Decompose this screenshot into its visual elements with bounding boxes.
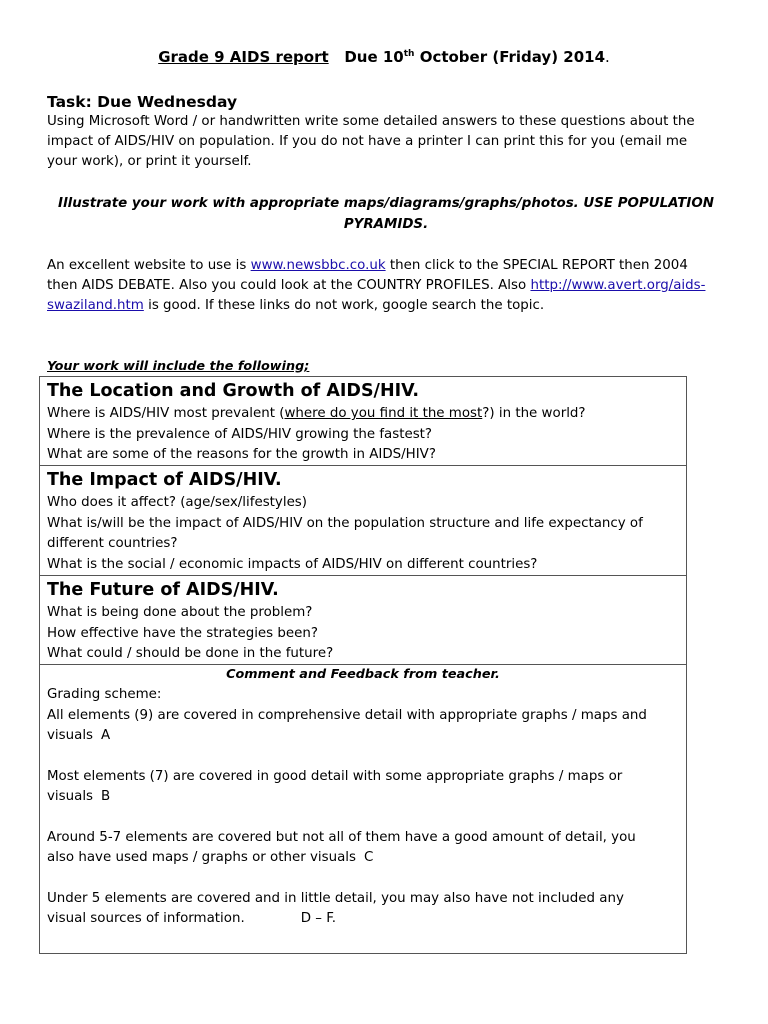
due-date-rest: October (Friday) 2014 [414,48,606,66]
task-intro: Using Microsoft Word / or handwritten write some detailed answers to these questions about the impact of AIDS/HIV on population. If you do not have a printer I can print this for you (email me your work), or print it yourself. [47,114,695,169]
website-text-2: then click to the SPECIAL REPORT then 2004 then AIDS DEBATE. Also you could look at the COUNTRY PROFILES. Also [47,258,688,293]
section-future [40,576,686,665]
feedback-title: Comment and Feedback from teacher. [226,667,500,682]
document-title [40,44,728,67]
question-underlined: where do you find it the most [284,406,483,421]
teacher-feedback [40,665,686,953]
section-heading: The Location and Growth of AIDS/HIV. [47,381,420,401]
section-location-growth [40,377,686,466]
question: What are some of the reasons for the growth in AIDS/HIV? [47,447,436,462]
report-title: Grade 9 AIDS report [158,48,329,66]
grade-letter: D – F. [300,911,337,926]
requirements-table [39,376,687,954]
grade-letter: A [101,728,111,743]
question: What is being done about the problem? [47,605,313,620]
grade-text: Around 5-7 elements are covered but not all of them have a good amount of detail, you also have used maps / graphs or other visuals [47,829,636,865]
grading-scheme-label: Grading scheme: [47,687,162,702]
task-heading: Task: Due Wednesday [47,93,238,111]
website-text-3: is good. If these links do not work, google search the topic. [143,298,545,313]
avert-link[interactable]: http://www.avert.org/aids-swaziland.htm [47,278,706,313]
include-label: Your work will include the following; [47,359,310,374]
due-date-prefix: Due 10 [344,48,404,66]
website-paragraph [47,256,717,316]
website-text-1: An excellent website to use is [47,258,251,273]
question-text-end: ?) in the world? [482,406,586,421]
due-date-suffix-sup: th [403,49,415,59]
grade-criterion-b [47,767,667,808]
grade-letter: B [101,789,111,804]
question [47,404,686,425]
grade-criterion-c [47,828,667,869]
grade-text: Under 5 elements are covered and in little detail, you may also have not included any visual sources of information. [47,890,624,926]
question: Who does it affect? (age/sex/lifestyles) [47,495,308,510]
newsbbc-link[interactable]: www.newsbbc.co.uk [250,258,386,273]
section-impact [40,466,686,576]
title-period: . [605,48,610,66]
section-heading: The Impact of AIDS/HIV. [47,470,282,490]
question: What could / should be done in the future? [47,646,334,661]
question: Where is the prevalence of AIDS/HIV growing the fastest? [47,426,433,442]
grade-criterion-a [47,706,667,747]
question: What is the social / economic impacts of AIDS/HIV on different countries? [47,556,538,572]
question: How effective have the strategies been? [47,625,318,641]
question-text: Where is AIDS/HIV most prevalent ( [47,406,285,421]
grade-criterion-d-f [47,889,667,930]
illustrate-instruction: Illustrate your work with appropriate maps/diagrams/graphs/photos. USE POPULATION PYRAMIDS. [58,196,714,232]
grade-text: All elements (9) are covered in comprehensive detail with appropriate graphs / maps and visuals [47,707,647,743]
question: What is/will be the impact of AIDS/HIV on the population structure and life expectancy of different countries? [47,515,643,551]
grade-letter: C [364,850,374,865]
grade-text: Most elements (7) are covered in good detail with some appropriate graphs / maps or visuals [47,768,623,804]
section-heading: The Future of AIDS/HIV. [47,580,279,600]
